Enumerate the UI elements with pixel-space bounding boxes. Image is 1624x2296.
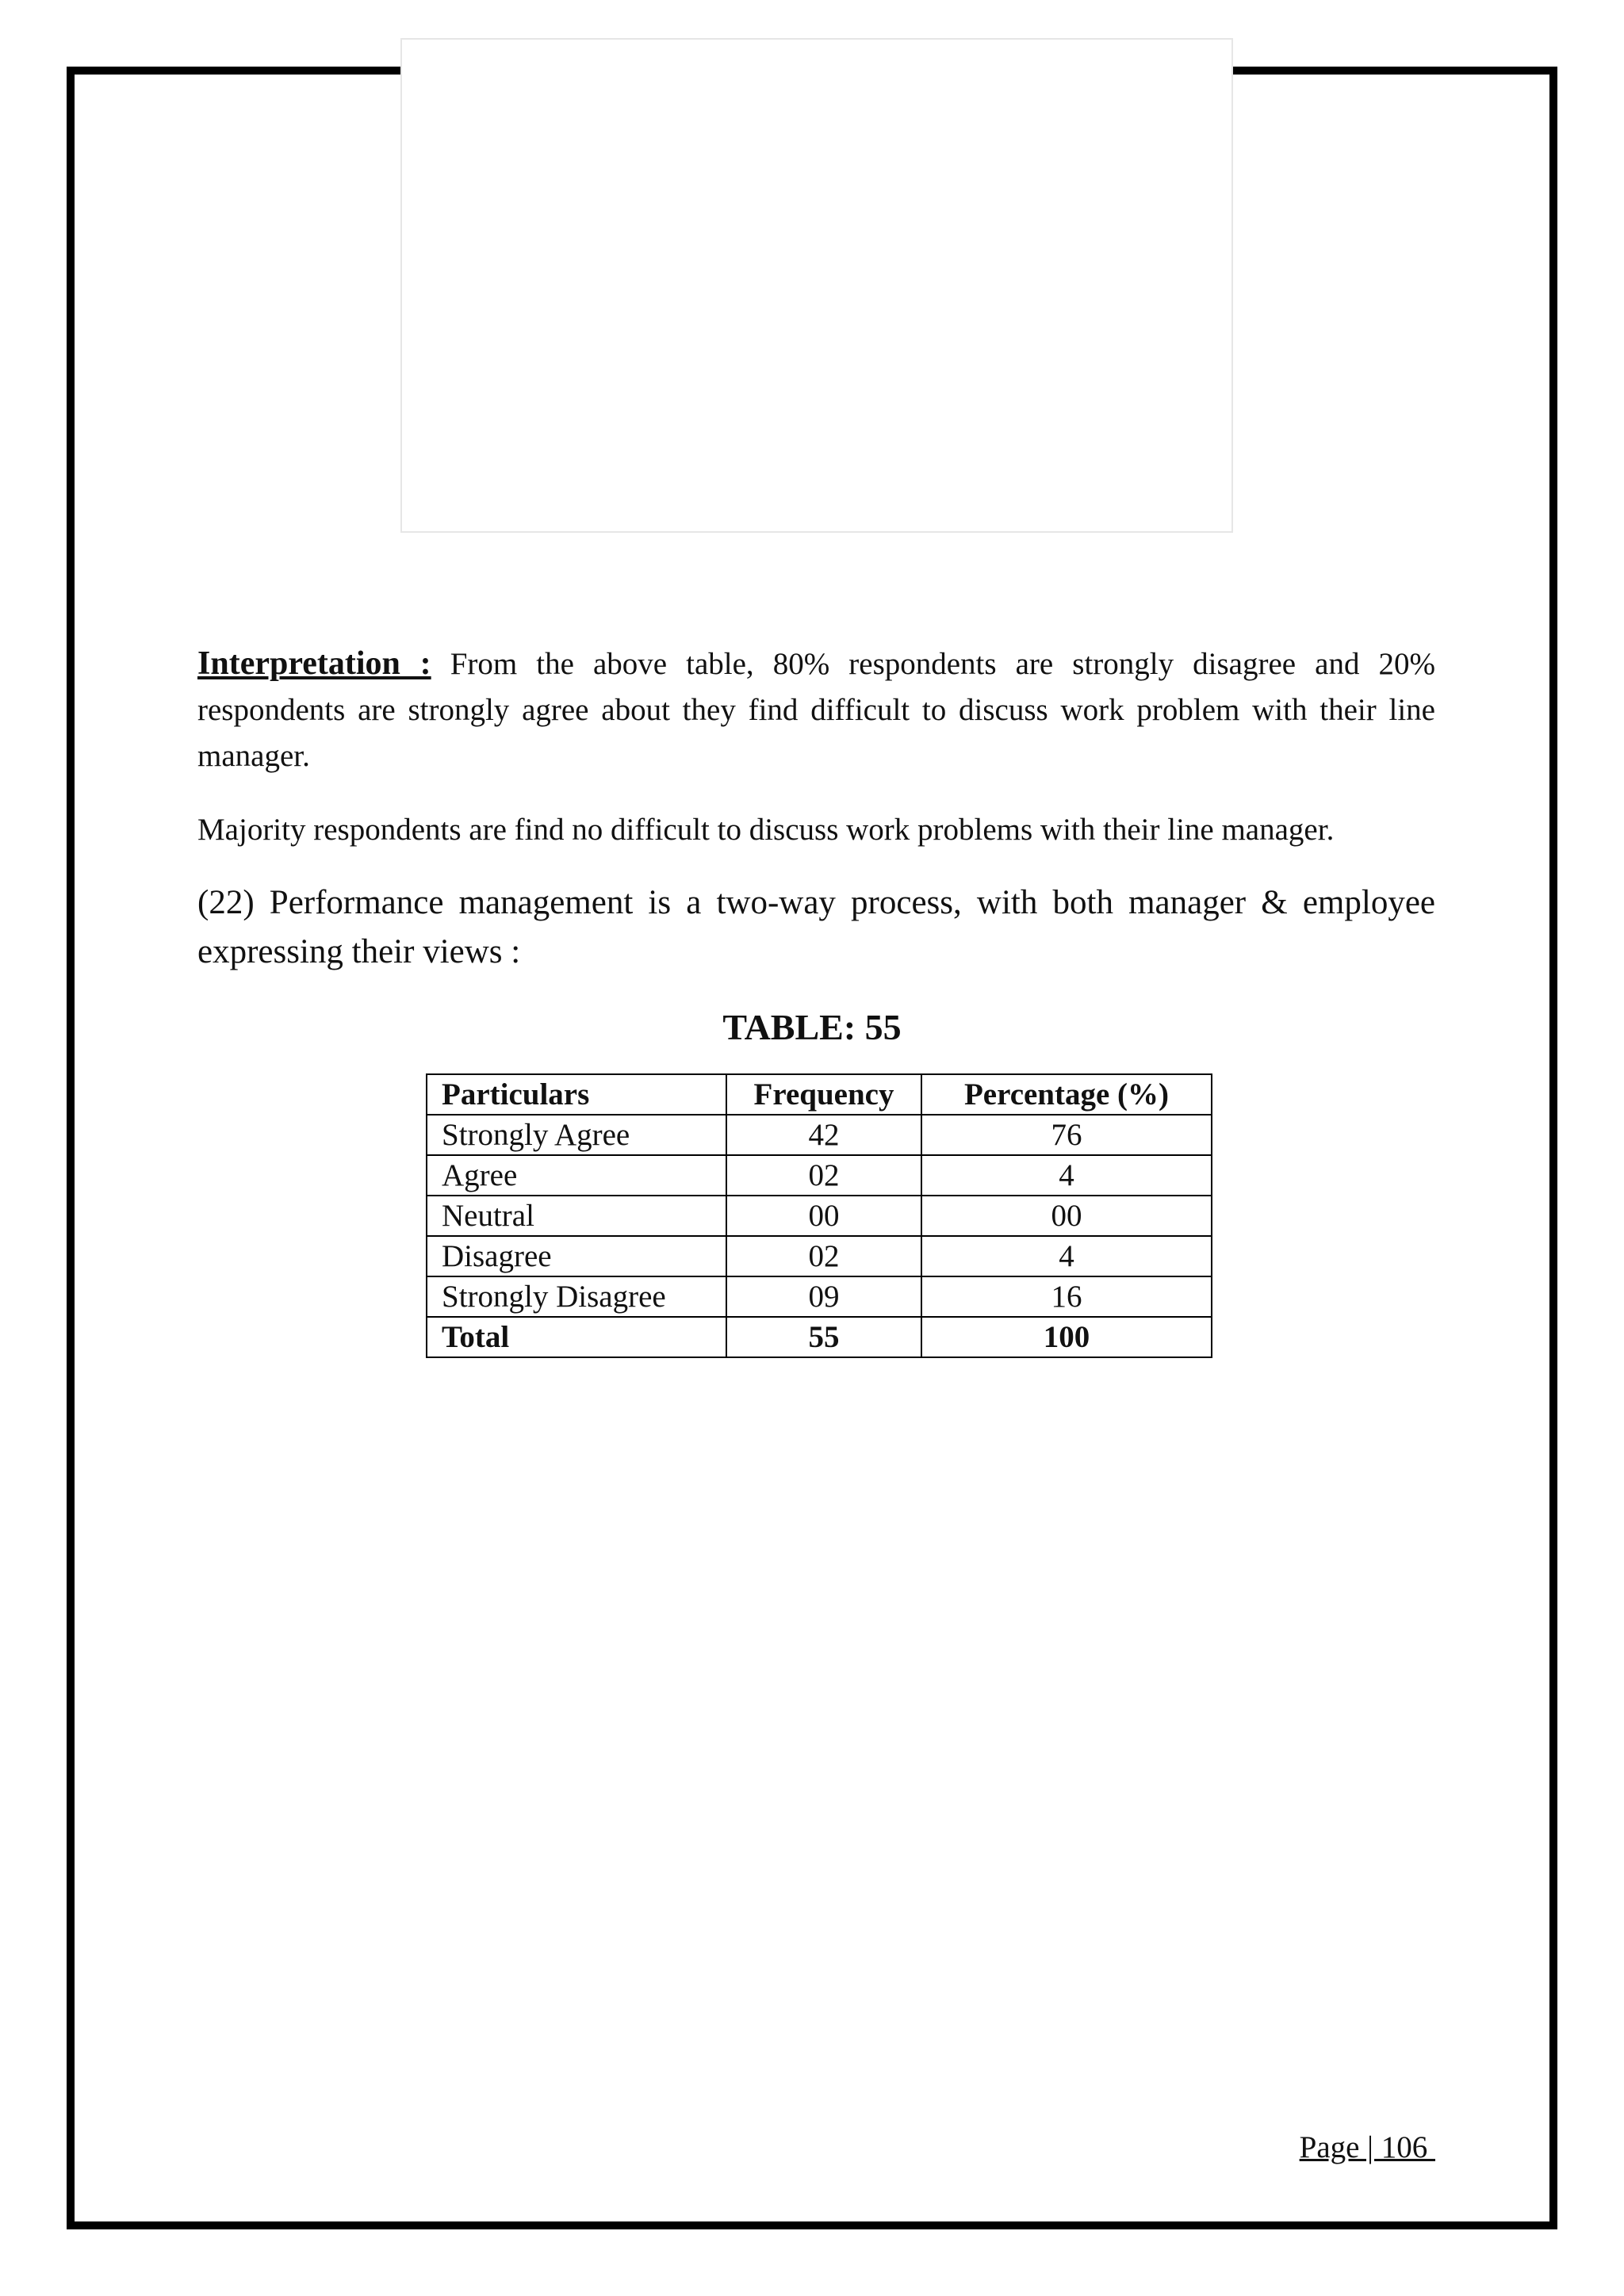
interpretation-paragraph xyxy=(197,641,1435,779)
data-table xyxy=(426,1073,1212,1358)
page-number: Page | 106 xyxy=(1299,2130,1435,2164)
question-text: (22) Performance management is a two-way process, with both manager & employee expressing their views : xyxy=(197,884,1435,970)
table-header-row xyxy=(427,1074,1212,1115)
cell-frequency: 02 xyxy=(726,1155,921,1196)
cell-particulars: Strongly Agree xyxy=(427,1115,726,1155)
cell-percentage: 16 xyxy=(921,1276,1212,1317)
header-percentage: Percentage (%) xyxy=(921,1074,1212,1115)
table-row xyxy=(427,1196,1212,1236)
table-title: TABLE: 55 xyxy=(722,1007,902,1047)
header-particulars: Particulars xyxy=(427,1074,726,1115)
cell-particulars: Agree xyxy=(427,1155,726,1196)
cell-percentage: 4 xyxy=(921,1155,1212,1196)
cell-particulars: Strongly Disagree xyxy=(427,1276,726,1317)
cell-frequency: 00 xyxy=(726,1196,921,1236)
blank-image-placeholder xyxy=(400,38,1233,533)
total-percentage: 100 xyxy=(921,1317,1212,1357)
cell-percentage: 00 xyxy=(921,1196,1212,1236)
cell-frequency: 02 xyxy=(726,1236,921,1276)
cell-frequency: 09 xyxy=(726,1276,921,1317)
cell-percentage: 4 xyxy=(921,1236,1212,1276)
table-row xyxy=(427,1236,1212,1276)
interpretation-text: From the above table, 80% respondents are strongly disagree and 20% respondents are strongly agree about they find difficult to discuss work problem with their line manager. xyxy=(197,647,1436,773)
table-row xyxy=(427,1115,1212,1155)
header-frequency: Frequency xyxy=(726,1074,921,1115)
interpretation-heading: Interpretation : xyxy=(197,645,431,682)
table-total-row xyxy=(427,1317,1212,1357)
cell-frequency: 42 xyxy=(726,1115,921,1155)
table-row xyxy=(427,1276,1212,1317)
table-row xyxy=(427,1155,1212,1196)
majority-paragraph: Majority respondents are find no difficult to discuss work problems with their line manager. xyxy=(197,813,1335,847)
total-frequency: 55 xyxy=(726,1317,921,1357)
total-label: Total xyxy=(427,1317,726,1357)
cell-particulars: Disagree xyxy=(427,1236,726,1276)
cell-particulars: Neutral xyxy=(427,1196,726,1236)
cell-percentage: 76 xyxy=(921,1115,1212,1155)
